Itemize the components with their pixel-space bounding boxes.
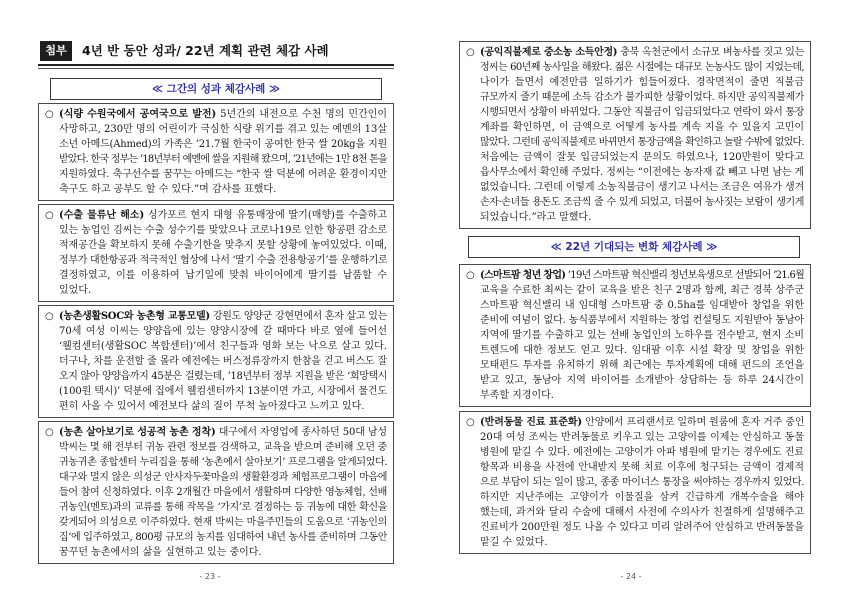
item-text: 싱가포르 현지 대형 유통매장에 딸기(매향)를 수출하고 (147, 210, 387, 221)
item-line: 편히 사올 수 있어서 예전보다 삶의 질이 무척 높아졌다고 느끼고 있다. (59, 401, 365, 412)
item-line: 진료비가 200만원 정도 나올 수 있다고 미리 알려주어 안심하고 반려동물을 (480, 522, 804, 533)
section-heading-past-cases: ≪ 그간의 성과 체감사례 ≫ (50, 78, 382, 100)
item-line: 되었습니다.”라고 말했다. (480, 212, 592, 223)
item-line: 집’에 입주하였고, 800평 규모의 농지를 임대하여 내년 농사를 준비하며 그동안 (59, 532, 387, 543)
item-line: 있는 농업인 김씨는 수출 성수기를 맞았으나 코로나19로 인한 항공편 감소로 (59, 225, 387, 236)
page-left (0, 0, 420, 595)
bullet-marker: ○ (466, 47, 475, 58)
item-line: 부족할 지경이다. (480, 390, 554, 401)
item-line (59, 425, 387, 440)
item-title: (농촌생활SOC와 농촌형 교통모델) (59, 311, 210, 322)
item-text: ’19년 스마트팜 혁신밸리 청년보육생으로 선발되어 ’21.6월 (567, 270, 804, 281)
item-line (480, 45, 804, 60)
item-line (480, 415, 804, 430)
item-line: 결정하였고, 이를 이용하여 납기일에 맞춰 바이어에게 딸기를 납품할 수 (59, 270, 387, 281)
bullet-marker: ○ (45, 311, 54, 322)
item-line (59, 107, 387, 122)
item-line: 사망하고, 230만 명의 어린이가 극심한 식량 위기를 겪고 있는 예멘의 13살 (59, 124, 387, 135)
item-line: 지원하였다. 축구선수를 꿈꾸는 아메드는 “한국 쌀 덕분에 어려운 환경이지만 (59, 169, 387, 180)
item-line: 박씨는 몇 해 전부터 귀농 관련 정보를 검색하고, 교육을 받으며 준비해 오던 중 (59, 442, 387, 453)
item-line: 받고 있고, 동남아 지역 바이어를 소개받아 상담하는 등 하루 24시간이 (480, 375, 804, 386)
item-line: 계좌를 확인하면, 이 금액으로 어떻게 농사를 계속 지을 수 있을지 고민이 (480, 122, 804, 133)
bullet-marker: ○ (45, 210, 54, 221)
item-text: 강원도 양양군 강현면에서 혼자 살고 있는 (212, 311, 387, 322)
item-line: 손자·손녀들 용돈도 조금씩 줄 수 있게 되었고, 더불어 농사짓는 보람이 생기게 (480, 197, 804, 208)
item-line (59, 309, 387, 324)
item-title: (공익직불제로 중소농 소득안정) (480, 47, 618, 58)
bullet-marker: ○ (466, 270, 475, 281)
item-line: 정씨는 60년째 농사일을 해왔다. 젊은 시절에는 대규모 논농사도 많이 지었는데, (480, 62, 804, 73)
item-text: 안양에서 프리랜서로 일하며 원룸에 혼자 거주 중인 (585, 417, 804, 428)
item-line: 귀농인(멘토)과의 교류를 통해 작목을 ‘가지’로 결정하는 등 귀농에 대한 확신을 (59, 502, 387, 513)
item-title: (반려동물 진료 표준화) (480, 417, 583, 428)
bullet-marker: ○ (45, 427, 54, 438)
item-line: 적재공간을 확보하지 못해 수출기한을 맞추지 못할 상황에 놓여있었다. 이때, (59, 240, 387, 251)
page-number: - 24 - (620, 572, 642, 581)
case-food-aid (38, 103, 394, 201)
item-title: (식량 수원국에서 공여국으로 발전) (59, 109, 217, 120)
item-line: 있었다. (59, 285, 92, 296)
item-text: 5년간의 내전으로 수천 명의 민간인이 (220, 109, 387, 120)
item-line: 갖게되어 의성으로 이주하였다. 현재 박씨는 마을주민들의 도움으로 ‘귀농인의 (59, 517, 387, 528)
item-line: 트렌드에 대한 정보도 얻고 있다. 임대팜 이후 시설 확장 및 창업을 위한 (480, 345, 804, 356)
case-rural-soc-transport (38, 305, 394, 418)
item-line: 하지만 지난주에는 고양이가 이물질을 삼켜 긴급하게 개복수술을 해야 (480, 492, 804, 503)
attachment-tag: 첨부 (40, 41, 72, 61)
item-line: 교육을 수료한 최씨는 같이 교육을 받은 친구 2명과 함께, 최근 경북 상주군 (480, 285, 804, 296)
item-line: 준비에 여념이 없다. 농식품부에서 지원하는 창업 컨설팅도 지원받아 동남아 (480, 315, 804, 326)
case-export-logistics (38, 204, 394, 302)
page-title: 4년 반 동안 성과/ 22년 계획 관련 체감 사례 (82, 43, 329, 58)
item-line: 오지 않아 양양읍까지 45분은 걸렸는데, ’18년부터 정부 지원을 받은 ‘희망택시 (59, 371, 387, 382)
case-smartfarm-startup (459, 264, 811, 407)
page-right (421, 0, 841, 595)
bullet-marker: ○ (466, 417, 475, 428)
item-line: ‘웰컴센터(생활SOC 복합센터)’에서 친구들과 영화 보는 낙으로 살고 있다. (59, 341, 387, 352)
item-line: 더구나, 차를 운전할 줄 몰라 예전에는 버스정류장까지 한참을 걷고 버스도 잘 (59, 356, 387, 367)
item-line: 맡길 수 있었다. (480, 537, 548, 548)
item-line: 귀농귀촌 종합센터 누리집을 통해 ‘농촌에서 살아보기’ 프로그램을 알게되었다. (59, 457, 387, 468)
section-heading-expected-changes: ≪ 22년 기대되는 변화 체감사례 ≫ (468, 236, 800, 258)
item-line: 소년 아메드(Ahmed)의 가족은 ’21.7월 한국이 공여한 한국 쌀 20kg을 지원 (59, 139, 387, 150)
item-line: 병원에 맡길 수 있다. 예전에는 고양이가 아파 병원에 맡기는 경우에도 진료 (480, 447, 804, 458)
case-direct-payment (459, 41, 811, 229)
item-line: 시행되면서 상황이 바뀌었다. 그동안 직불금이 입금되었다고 연락이 와서 통장 (480, 107, 804, 118)
item-line: 지역에 딸기를 수출하고 있는 선배 농업인의 노하우를 전수받고, 현지 소비 (480, 330, 804, 341)
item-line: 스마트팜 혁신밸리 내 임대형 스마트팜 중 0.5ha를 임대받아 창업을 위한 (480, 300, 804, 311)
item-line: 들어 참여 신청하였다. 이후 2개월간 마을에서 생활하며 다양한 영농체험, 선배 (59, 487, 387, 498)
item-text: 충북 옥천군에서 소규모 벼농사를 짓고 있는 (620, 47, 804, 58)
item-line: 정부가 대한항공과 적극적인 협상에 나서 ‘딸기 수출 전용항공기’를 운행하기로 (59, 255, 387, 266)
item-line: 20대 여성 조씨는 반려동물로 키우고 있는 고양이를 이제는 안심하고 동물 (480, 432, 804, 443)
item-line: 없었습니다. 그런데 이렇게 소농직불금이 생기고 나서는 조금은 여유가 생겨 (480, 182, 804, 193)
item-line: 받았다. 한국 정부는 ’18년부터 예멘에 쌀을 지원해 왔으며, ’21년에는 1만 8천 톤을 (59, 154, 387, 165)
case-rural-settlement (38, 421, 394, 564)
page-header (38, 40, 394, 66)
item-line: 나이가 들면서 예전만큼 일하기가 힘들어졌다. 경작면적이 줄면 직불금 (480, 77, 804, 88)
item-line: 했는데, 과거와 달리 수술에 대해서 사전에 수의사가 친절하게 설명해주고 (480, 507, 804, 518)
item-line: 처음에는 금액이 잘못 입금되었는지 문의도 하였으나, 120만원이 맞다고 (480, 152, 804, 163)
item-line: 70세 여성 이씨는 양양읍에 있는 양양시장에 갈 때마다 바로 옆에 들어선 (59, 326, 387, 337)
item-title: (수출 물류난 해소) (59, 210, 145, 221)
bullet-marker: ○ (45, 109, 54, 120)
item-title: (농촌 살아보기로 성공적 농촌 정착) (59, 427, 216, 438)
header-divider (38, 68, 394, 69)
item-line (59, 208, 387, 223)
item-line: 많았다. 그런데 공익직불제로 바뀌면서 통장금액을 확인하고 놀랄 수밖에 없었다. (480, 137, 804, 148)
item-line: 읍사무소에서 확인해 주었다. 정씨는 “이전에는 농자재 값 빼고 나면 남는 게 (480, 167, 804, 178)
item-line: 으로 부담이 되는 일이 많고, 종종 마이너스 통장을 써야하는 경우까지 있었다. (480, 477, 804, 488)
item-text: 대구에서 자영업에 종사하던 50대 남성 (218, 427, 387, 438)
item-line: 축구도 하고 공부도 할 수 있다.”며 감사를 표했다. (59, 184, 277, 195)
item-line (480, 268, 804, 283)
item-title: (스마트팜 청년 창업) (480, 270, 566, 281)
case-pet-care-standard (459, 411, 811, 554)
item-line: 꿈꾸던 농촌에서의 삶을 실현하고 있는 중이다. (59, 547, 262, 558)
item-line: 항목과 비용을 사전에 안내받지 못해 치료 이후에 청구되는 금액이 경제적 (480, 462, 804, 473)
item-line: 대구와 멀지 않은 의성군 안사자두꽃마을의 생활환경과 체험프로그램이 마음에 (59, 472, 387, 483)
item-line: 규모까지 줄기 때문에 소득 감소가 불가피한 상황이었다. 하지만 공익직불제가 (480, 92, 804, 103)
page-number: - 23 - (199, 572, 221, 581)
item-line: (100원 택시)’ 덕분에 집에서 웰컴센터까지 13분이면 가고, 시장에서 물건도 (59, 386, 387, 397)
item-line: 모태펀드 투자를 유치하기 위해 최근에는 투자계획에 대해 펀드의 조언을 (480, 360, 804, 371)
